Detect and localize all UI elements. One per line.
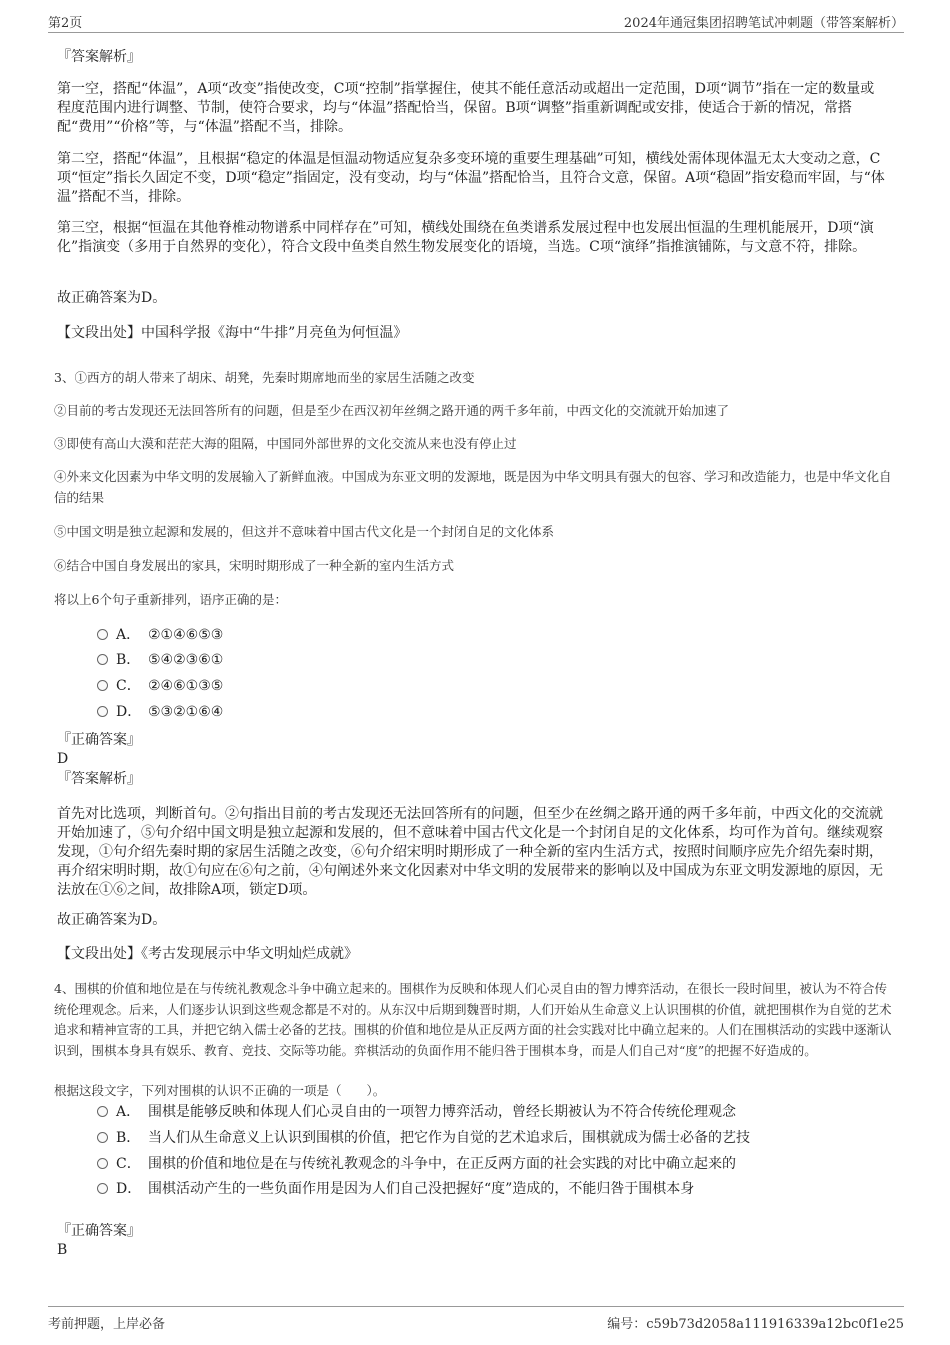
source: 【文段出处】中国科学报《海中“牛排”月亮鱼为何恒温》 xyxy=(57,325,408,341)
radio-icon[interactable] xyxy=(97,654,108,665)
question-prompt: 根据这段文字，下列对围棋的认识不正确的一项是（ ）。 xyxy=(54,1083,386,1098)
option-d[interactable]: D． ⑤③②①⑥④ xyxy=(97,702,897,722)
document-title: 2024年通冠集团招聘笔试冲刺题（带答案解析） xyxy=(623,16,904,31)
radio-icon[interactable] xyxy=(97,629,108,640)
radio-icon[interactable] xyxy=(97,680,108,691)
answer-value: B xyxy=(57,1242,68,1258)
page-header xyxy=(48,10,904,33)
source: 【文段出处】《考古发现展示中华文明灿烂成就》 xyxy=(57,946,358,962)
option-d[interactable]: D． 围棋活动产生的一些负面作用是因为人们自己没把握好“度”造成的，不能归咎于围棋本身 xyxy=(97,1179,897,1199)
radio-icon[interactable] xyxy=(97,1106,108,1117)
analysis-label: 『答案解析』 xyxy=(57,771,141,787)
footer-slogan: 考前押题，上岸必备 xyxy=(48,1317,166,1332)
sentence: ④外来文化因素为中华文明的发展输入了新鲜血液。中国成为东亚文明的发源地，既是因为中华文明具有强大的包容、学习和改造能力，也是中华文化自信的结果 xyxy=(54,469,892,505)
option-c[interactable]: C． ②④⑥①③⑤ xyxy=(97,676,897,696)
sentence: ②目前的考古发现还无法回答所有的问题，但是至少在西汉初年丝绸之路开通的两千多年前，中西文化的交流就开始加速了 xyxy=(54,403,730,418)
option-a[interactable]: A． ②①④⑥⑤③ xyxy=(97,625,897,645)
question-stem: 4、围棋的价值和地位是在与传统礼教观念斗争中确立起来的。围棋作为反映和体现人们心灵自由的智力博弈活动，在很长一段时间里，被认为不符合传统伦理观念。后来，人们逐步认识到这些观念都是不对的。从东汉中后期到魏晋时期，人们开始从生命意义上认识围棋的价值，就把围棋作为自觉的艺术追求和精神宣寄的工具，并把它纳入儒士必备的艺技。围棋的价值和地位是从正反两方面的社会实践对比中确立起来的。人们在围棋活动的实践中逐渐认识到，围棋本身具有娱乐、教育、竞技、交际等功能。弈棋活动的负面作用不能归咎于围棋本身，而是人们自己对“度”的把握不好造成的。 xyxy=(54,981,892,1058)
page-number: 第2页 xyxy=(48,16,83,31)
sentence: ⑥结合中国自身发展出的家具，宋明时期形成了一种全新的室内生活方式 xyxy=(54,558,455,573)
page-footer xyxy=(48,1306,904,1332)
sentence: ③即使有高山大漠和茫茫大海的阻隔，中国同外部世界的文化交流从来也没有停止过 xyxy=(54,436,517,451)
conclusion: 故正确答案为D。 xyxy=(57,290,167,306)
question-stem: 3、①西方的胡人带来了胡床、胡凳，先秦时期席地而坐的家居生活随之改变 xyxy=(54,370,475,385)
document-id: 编号：c59b73d2058a111916339a12bc0f1e25 xyxy=(607,1317,904,1332)
answer-value: D xyxy=(57,751,69,767)
conclusion: 故正确答案为D。 xyxy=(57,912,167,928)
analysis-paragraph: 第一空，搭配“体温”，A项“改变”指使改变，C项“控制”指掌握住，使其不能任意活动或超出一定范围，D项“调节”指在一定的数量或程度范围内进行调整、节制，使符合要求，均与“体温”搭配恰当，保留。B项“调整”指重新调配或安排，使适合于新的情况，常搭配“费用”“价格”等，与“体温”搭配不当，排除。 xyxy=(57,81,875,135)
sentence: ⑤中国文明是独立起源和发展的，但这并不意味着中国古代文化是一个封闭自足的文化体系 xyxy=(54,524,555,539)
answer-label: 『正确答案』 xyxy=(57,732,141,748)
answer-label: 『正确答案』 xyxy=(57,1223,141,1239)
option-a[interactable]: A． 围棋是能够反映和体现人们心灵自由的一项智力博弈活动，曾经长期被认为不符合传统伦理观念 xyxy=(97,1102,897,1122)
analysis-label: 『答案解析』 xyxy=(57,49,141,65)
analysis-paragraph: 首先对比选项，判断首句。②句指出目前的考古发现还无法回答所有的问题，但至少在丝绸之路开通的两千多年前，中西文化的交流就开始加速了，⑤句介绍中国文明是独立起源和发展的，但不意味着中国古代文化是一个封闭自足的文化体系，均可作为首句。继续观察发现，①句介绍先秦时期的家居生活随之改变，⑥句介绍宋明时期形成了一种全新的室内生活方式，按照时间顺序应先介绍先秦时期，再介绍宋明时期，故①句应在⑥句之前，④句阐述外来文化因素对中华文明的发展带来的影响以及中国成为东亚文明发源地的原因，无法放在①⑥之间，故排除A项，锁定D项。 xyxy=(57,806,883,898)
radio-icon[interactable] xyxy=(97,706,108,717)
analysis-paragraph: 第二空，搭配“体温”，且根据“稳定的体温是恒温动物适应复杂多变环境的重要生理基础”可知，横线处需体现体温无太大变动之意，C项“恒定”指长久固定不变，D项“稳定”指固定，没有变动，均与“体温”搭配恰当，且符合文意，保留。A项“稳固”指安稳而牢固，与“体温”搭配不当，排除。 xyxy=(57,151,885,205)
option-c[interactable]: C． 围棋的价值和地位是在与传统礼教观念的斗争中，在正反两方面的社会实践的对比中确立起来的 xyxy=(97,1154,897,1174)
radio-icon[interactable] xyxy=(97,1158,108,1169)
option-b[interactable]: B． ⑤④②③⑥① xyxy=(97,650,897,670)
radio-icon[interactable] xyxy=(97,1132,108,1143)
radio-icon[interactable] xyxy=(97,1183,108,1194)
option-b[interactable]: B． 当人们从生命意义上认识到围棋的价值，把它作为自觉的艺术追求后，围棋就成为儒士必备的艺技 xyxy=(97,1128,897,1148)
analysis-paragraph: 第三空，根据“恒温在其他脊椎动物谱系中同样存在”可知，横线处围绕在鱼类谱系发展过程中也发展出恒温的生理机能展开，D项“演化”指演变（多用于自然界的变化），符合文段中鱼类自然生物发展变化的语境，当选。C项“演绎”指推演铺陈，与文意不符，排除。 xyxy=(57,220,874,255)
question-prompt: 将以上6个句子重新排列，语序正确的是： xyxy=(54,592,287,607)
